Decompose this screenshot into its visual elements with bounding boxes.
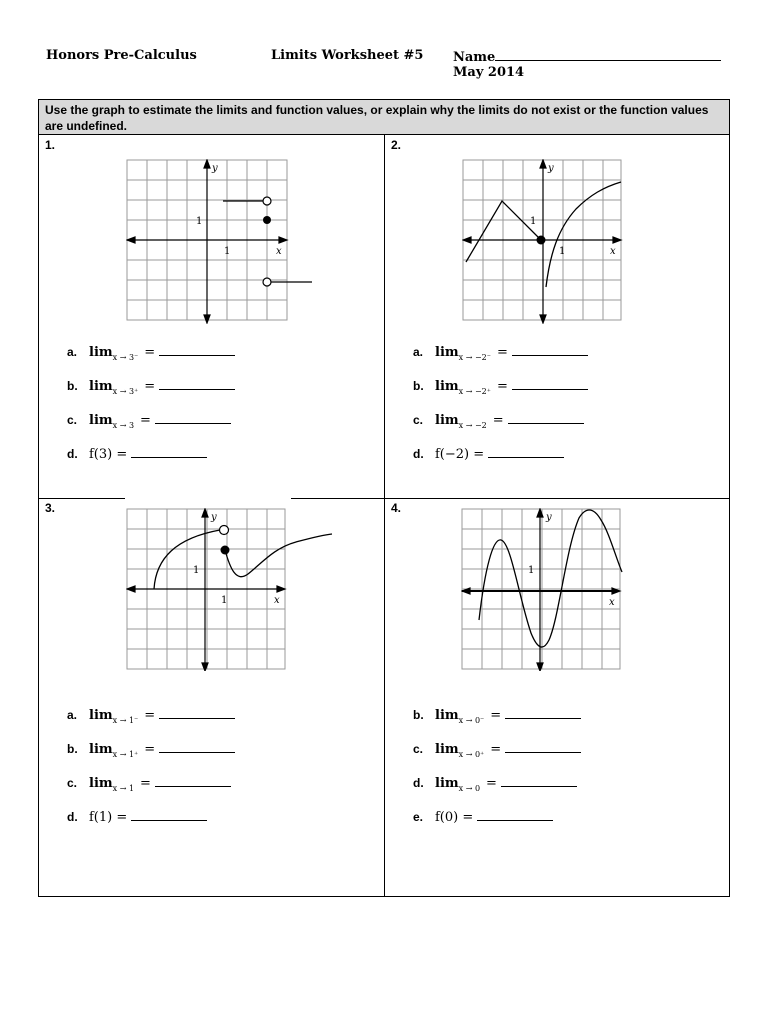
question-expression: lim (435, 379, 459, 394)
question-expression: lim (89, 345, 113, 360)
equals-sign: = (496, 379, 508, 394)
answer-blank[interactable] (501, 776, 577, 787)
row-divider-right (291, 498, 730, 499)
graph-4 (461, 508, 625, 671)
date-label: May 2014 (453, 65, 525, 80)
question-letter: c. (67, 776, 78, 790)
answer-blank[interactable] (159, 708, 235, 719)
name-field[interactable] (453, 48, 721, 65)
closed-dot (263, 216, 271, 224)
limit-subscript: x → 0 (458, 784, 481, 793)
name-blank[interactable] (495, 48, 721, 61)
question-expression: lim (435, 708, 459, 723)
x-tick-label: 1 (221, 595, 228, 606)
graph-grid (462, 509, 620, 669)
question-letter: b. (413, 379, 424, 393)
question-expression: lim (435, 742, 459, 757)
answer-blank[interactable] (155, 413, 231, 424)
equals-sign: = (490, 742, 502, 757)
question-letter: a. (413, 345, 424, 359)
curve-right-piece (225, 534, 332, 577)
x-axis-arrow (613, 237, 621, 243)
question-row (67, 345, 235, 362)
question-row (67, 413, 231, 430)
answer-blank[interactable] (505, 708, 581, 719)
limit-subscript: x → 1⁻ (112, 716, 139, 725)
y-axis-label: y (546, 512, 552, 523)
question-row (413, 413, 584, 430)
question-row (67, 776, 231, 793)
question-expression: f(1) = (89, 810, 128, 825)
equals-sign: = (486, 776, 497, 791)
question-letter: a. (67, 708, 78, 722)
question-row (413, 447, 564, 462)
graph-3 (126, 508, 334, 671)
question-expression: lim (89, 742, 113, 757)
problem-4-number: 4. (391, 501, 402, 515)
graph-2 (462, 159, 624, 324)
question-row (67, 742, 235, 759)
closed-dot (537, 236, 546, 245)
problem-2-number: 2. (391, 138, 402, 152)
graph-1 (126, 159, 322, 324)
open-dot (220, 526, 229, 535)
open-dot (263, 197, 271, 205)
y-axis-label: y (212, 163, 218, 174)
limit-subscript: x → −2⁺ (458, 387, 491, 396)
name-label: Name (453, 50, 496, 65)
y-axis-label: y (211, 512, 217, 523)
y-tick-label: 1 (528, 565, 535, 576)
equals-sign: = (144, 708, 156, 723)
question-letter: b. (413, 708, 424, 722)
question-letter: d. (67, 447, 78, 461)
equals-sign: = (144, 742, 156, 757)
question-letter: d. (413, 447, 424, 461)
x-axis-arrow-left (127, 586, 135, 592)
question-row (413, 379, 588, 396)
question-letter: d. (67, 810, 78, 824)
limit-subscript: x → 1 (112, 784, 135, 793)
x-tick-label: 1 (224, 246, 231, 257)
answer-blank[interactable] (508, 413, 584, 424)
y-axis-label: y (548, 163, 554, 174)
equals-sign: = (492, 413, 504, 428)
question-expression: f(−2) = (435, 447, 485, 462)
question-letter: b. (67, 379, 78, 393)
equals-sign: = (140, 413, 151, 428)
limit-subscript: x → 3 (112, 421, 135, 430)
y-axis-arrow-bottom (540, 315, 546, 323)
y-tick-label: 1 (196, 216, 203, 227)
x-axis-arrow-left (463, 237, 471, 243)
x-axis-arrow (277, 586, 285, 592)
course-title: Honors Pre-Calculus (46, 48, 197, 63)
question-expression: lim (89, 413, 113, 428)
question-expression: lim (89, 776, 113, 791)
problem-1-number: 1. (45, 138, 56, 152)
question-row (413, 776, 577, 793)
instructions-banner: Use the graph to estimate the limits and function values, or explain why the limits do not exist or the function values are undefined. (38, 99, 730, 135)
limit-subscript: x → 0⁻ (458, 716, 485, 725)
answer-blank[interactable] (159, 345, 235, 356)
question-expression: f(0) = (435, 810, 474, 825)
question-expression: lim (435, 413, 459, 428)
question-letter: d. (413, 776, 424, 790)
limit-subscript: x → 0⁺ (458, 750, 485, 759)
equals-sign: = (144, 379, 156, 394)
equals-sign: = (144, 345, 156, 360)
question-expression: lim (89, 379, 113, 394)
answer-blank[interactable] (155, 776, 231, 787)
worksheet-title: Limits Worksheet #5 (271, 48, 424, 63)
y-axis-arrow-bottom (202, 663, 208, 671)
equals-sign: = (140, 776, 151, 791)
curve-oscillating (479, 510, 622, 647)
question-row (413, 810, 553, 825)
x-tick-label: 1 (559, 246, 566, 257)
row-divider-left (38, 498, 125, 499)
question-expression: f(3) = (89, 447, 128, 462)
answer-blank[interactable] (159, 742, 235, 753)
question-row (67, 447, 207, 462)
question-row (67, 810, 207, 825)
answer-blank[interactable] (131, 810, 207, 821)
limit-subscript: x → 1⁺ (112, 750, 139, 759)
question-expression: lim (435, 776, 459, 791)
question-row (413, 708, 581, 725)
equals-sign: = (496, 345, 508, 360)
answer-blank[interactable] (512, 345, 588, 356)
question-row (413, 345, 588, 362)
answer-blank[interactable] (131, 447, 207, 458)
answer-blank[interactable] (477, 810, 553, 821)
limit-subscript: x → 3⁻ (112, 353, 139, 362)
question-row (67, 379, 235, 396)
x-axis-arrow (279, 237, 287, 243)
y-axis-arrow (204, 160, 210, 168)
question-row (67, 708, 235, 725)
question-letter: c. (413, 742, 424, 756)
limit-subscript: x → −2⁻ (458, 353, 491, 362)
limit-subscript: x → 3⁺ (112, 387, 139, 396)
question-row (413, 742, 581, 759)
column-divider (384, 135, 385, 897)
y-tick-label: 1 (193, 565, 200, 576)
x-axis-label: x (610, 246, 616, 257)
y-axis-arrow-bottom (204, 315, 210, 323)
y-axis-arrow (540, 160, 546, 168)
answer-blank[interactable] (159, 379, 235, 390)
closed-dot (221, 546, 230, 555)
question-letter: c. (67, 413, 78, 427)
x-axis-label: x (276, 246, 282, 257)
answer-blank[interactable] (488, 447, 564, 458)
answer-blank[interactable] (505, 742, 581, 753)
y-tick-label: 1 (530, 216, 537, 227)
problem-3-number: 3. (45, 501, 56, 515)
question-letter: e. (413, 810, 424, 824)
question-letter: b. (67, 742, 78, 756)
equals-sign: = (490, 708, 502, 723)
x-axis-label: x (274, 595, 280, 606)
x-axis-label: x (609, 597, 615, 608)
limit-subscript: x → −2 (458, 421, 487, 430)
x-axis-arrow-left (127, 237, 135, 243)
question-expression: lim (435, 345, 459, 360)
question-letter: a. (67, 345, 78, 359)
answer-blank[interactable] (512, 379, 588, 390)
question-expression: lim (89, 708, 113, 723)
question-letter: c. (413, 413, 424, 427)
y-axis-arrow-bottom (537, 663, 543, 671)
open-dot (263, 278, 271, 286)
